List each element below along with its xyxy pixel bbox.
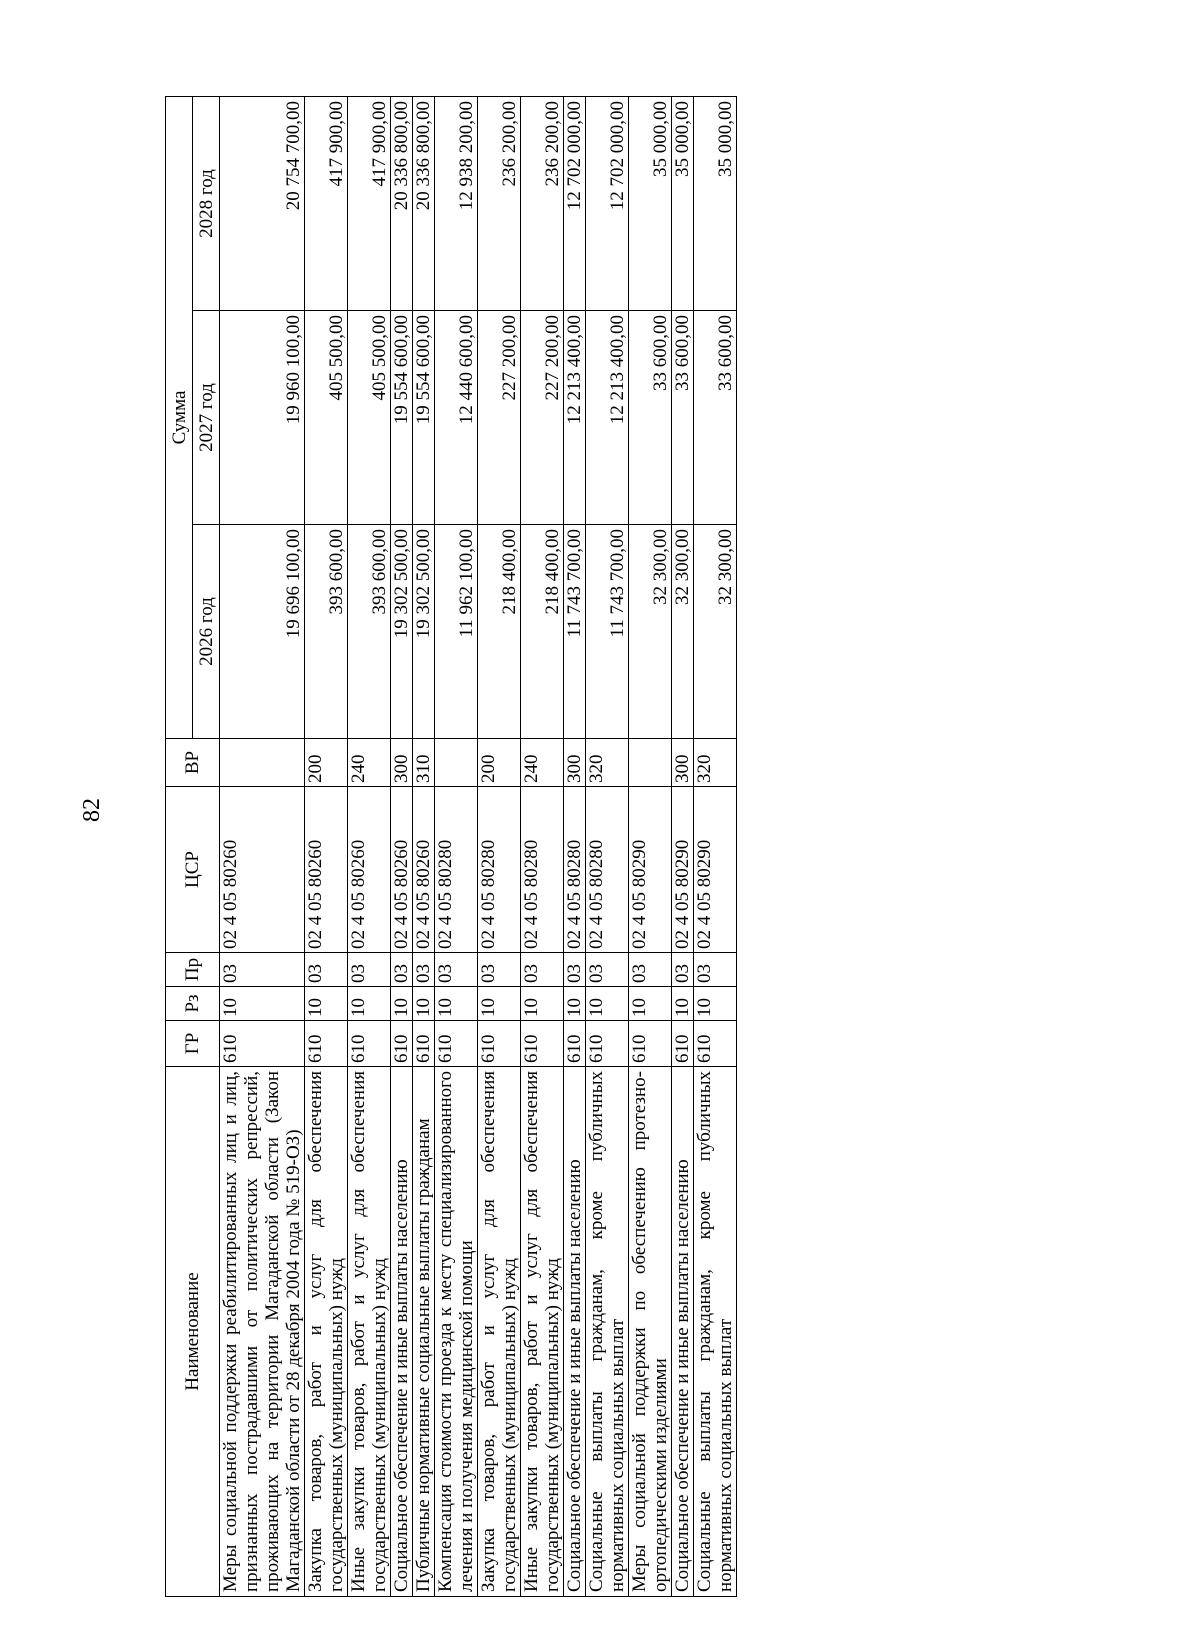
cell-pr: 03 — [391, 953, 413, 987]
cell-rz: 10 — [694, 987, 737, 1021]
cell-name: Меры социальной поддержки реабилитированных лиц и лиц, признанных пострадавшими от политических репрессий, проживающих на территории Магаданской области (Закон Магаданской области от 28 декабря 2004 года № 519-ОЗ) — [220, 1067, 305, 1597]
cell-gr: 610 — [694, 1021, 737, 1067]
cell-2028: 417 900,00 — [348, 97, 391, 311]
cell-csr: 02 4 05 80290 — [694, 787, 737, 953]
cell-csr: 02 4 05 80260 — [391, 787, 413, 953]
table-row — [521, 97, 564, 1597]
cell-2026: 11 962 100,00 — [435, 525, 478, 739]
cell-vr: 300 — [564, 739, 586, 787]
cell-pr: 03 — [305, 953, 348, 987]
cell-2027: 227 200,00 — [521, 311, 564, 525]
cell-vr: 300 — [672, 739, 694, 787]
cell-vr: 200 — [478, 739, 521, 787]
cell-2026: 11 743 700,00 — [586, 525, 629, 739]
cell-gr: 610 — [672, 1021, 694, 1067]
cell-rz: 10 — [629, 987, 672, 1021]
cell-gr: 610 — [413, 1021, 435, 1067]
cell-rz: 10 — [305, 987, 348, 1021]
cell-csr: 02 4 05 80280 — [435, 787, 478, 953]
cell-csr: 02 4 05 80280 — [564, 787, 586, 953]
cell-name: Социальное обеспечение и иные выплаты населению — [672, 1067, 694, 1597]
cell-name: Социальное обеспечение и иные выплаты населению — [564, 1067, 586, 1597]
table-row — [672, 97, 694, 1597]
cell-rz: 10 — [391, 987, 413, 1021]
cell-vr: 240 — [521, 739, 564, 787]
cell-name: Публичные нормативные социальные выплаты гражданам — [413, 1067, 435, 1597]
cell-rz: 10 — [564, 987, 586, 1021]
table-row — [629, 97, 672, 1597]
cell-gr: 610 — [586, 1021, 629, 1067]
header-rz: Рз — [166, 987, 220, 1021]
cell-pr: 03 — [564, 953, 586, 987]
cell-2028: 20 336 800,00 — [391, 97, 413, 311]
cell-name: Социальное обеспечение и иные выплаты населению — [391, 1067, 413, 1597]
cell-csr: 02 4 05 80290 — [629, 787, 672, 953]
cell-2026: 393 600,00 — [348, 525, 391, 739]
table-row — [478, 97, 521, 1597]
cell-2027: 33 600,00 — [629, 311, 672, 525]
cell-gr: 610 — [220, 1021, 305, 1067]
table-row — [391, 97, 413, 1597]
cell-rz: 10 — [348, 987, 391, 1021]
cell-2026: 19 302 500,00 — [413, 525, 435, 739]
cell-name: Социальные выплаты гражданам, кроме публичных нормативных социальных выплат — [586, 1067, 629, 1597]
cell-2027: 12 440 600,00 — [435, 311, 478, 525]
cell-2027: 405 500,00 — [348, 311, 391, 525]
cell-2026: 393 600,00 — [305, 525, 348, 739]
cell-2028: 35 000,00 — [672, 97, 694, 311]
cell-rz: 10 — [521, 987, 564, 1021]
cell-rz: 10 — [435, 987, 478, 1021]
header-2027: 2027 год — [193, 311, 220, 525]
header-gr: ГР — [166, 1021, 220, 1067]
cell-2026: 218 400,00 — [478, 525, 521, 739]
cell-2028: 12 702 000,00 — [586, 97, 629, 311]
cell-2028: 417 900,00 — [305, 97, 348, 311]
cell-2028: 12 938 200,00 — [435, 97, 478, 311]
cell-gr: 610 — [521, 1021, 564, 1067]
cell-name: Иные закупки товаров, работ и услуг для обеспечения государственных (муниципальных) нужд — [348, 1067, 391, 1597]
header-row-1 — [166, 97, 193, 1597]
cell-csr: 02 4 05 80260 — [220, 787, 305, 953]
cell-pr: 03 — [220, 953, 305, 987]
cell-rz: 10 — [478, 987, 521, 1021]
cell-2026: 32 300,00 — [629, 525, 672, 739]
cell-2028: 236 200,00 — [478, 97, 521, 311]
cell-2028: 35 000,00 — [629, 97, 672, 311]
budget-table-container — [165, 97, 1015, 1597]
cell-csr: 02 4 05 80260 — [305, 787, 348, 953]
budget-table — [165, 96, 737, 1597]
cell-name: Компенсация стоимости проезда к месту специализированного лечения и получения медицинской помощи — [435, 1067, 478, 1597]
cell-pr: 03 — [413, 953, 435, 987]
cell-gr: 610 — [348, 1021, 391, 1067]
cell-rz: 10 — [413, 987, 435, 1021]
cell-2028: 20 754 700,00 — [220, 97, 305, 311]
cell-vr: 200 — [305, 739, 348, 787]
table-row — [586, 97, 629, 1597]
cell-name: Закупка товаров, работ и услуг для обеспечения государственных (муниципальных) нужд — [478, 1067, 521, 1597]
cell-pr: 03 — [586, 953, 629, 987]
cell-2028: 236 200,00 — [521, 97, 564, 311]
cell-vr: 320 — [694, 739, 737, 787]
cell-2027: 12 213 400,00 — [564, 311, 586, 525]
cell-pr: 03 — [521, 953, 564, 987]
cell-rz: 10 — [672, 987, 694, 1021]
header-vr: ВР — [166, 739, 220, 787]
table-row — [305, 97, 348, 1597]
cell-gr: 610 — [435, 1021, 478, 1067]
header-name: Наименование — [166, 1067, 220, 1597]
cell-pr: 03 — [629, 953, 672, 987]
table-row — [435, 97, 478, 1597]
cell-2027: 19 554 600,00 — [413, 311, 435, 525]
cell-2027: 19 554 600,00 — [391, 311, 413, 525]
cell-vr: 240 — [348, 739, 391, 787]
cell-gr: 610 — [629, 1021, 672, 1067]
cell-name: Закупка товаров, работ и услуг для обеспечения государственных (муниципальных) нужд — [305, 1067, 348, 1597]
cell-pr: 03 — [694, 953, 737, 987]
header-2026: 2026 год — [193, 525, 220, 739]
cell-vr — [629, 739, 672, 787]
cell-csr: 02 4 05 80280 — [586, 787, 629, 953]
table-row — [413, 97, 435, 1597]
page-number: 82 — [79, 798, 105, 822]
cell-2026: 11 743 700,00 — [564, 525, 586, 739]
cell-name: Иные закупки товаров, работ и услуг для обеспечения государственных (муниципальных) нужд — [521, 1067, 564, 1597]
cell-csr: 02 4 05 80290 — [672, 787, 694, 953]
cell-2027: 33 600,00 — [694, 311, 737, 525]
cell-gr: 610 — [391, 1021, 413, 1067]
cell-2026: 19 302 500,00 — [391, 525, 413, 739]
cell-name: Социальные выплаты гражданам, кроме публичных нормативных социальных выплат — [694, 1067, 737, 1597]
cell-2028: 20 336 800,00 — [413, 97, 435, 311]
cell-2027: 405 500,00 — [305, 311, 348, 525]
cell-vr: 300 — [391, 739, 413, 787]
cell-pr: 03 — [348, 953, 391, 987]
cell-gr: 610 — [305, 1021, 348, 1067]
cell-2027: 227 200,00 — [478, 311, 521, 525]
cell-2026: 32 300,00 — [672, 525, 694, 739]
cell-2026: 32 300,00 — [694, 525, 737, 739]
cell-gr: 610 — [564, 1021, 586, 1067]
cell-csr: 02 4 05 80260 — [413, 787, 435, 953]
header-pr: Пр — [166, 953, 220, 987]
table-row — [694, 97, 737, 1597]
cell-2026: 19 696 100,00 — [220, 525, 305, 739]
table-body — [220, 97, 737, 1597]
cell-pr: 03 — [478, 953, 521, 987]
cell-rz: 10 — [220, 987, 305, 1021]
table-row — [564, 97, 586, 1597]
cell-rz: 10 — [586, 987, 629, 1021]
cell-2027: 12 213 400,00 — [586, 311, 629, 525]
cell-gr: 610 — [478, 1021, 521, 1067]
cell-vr — [435, 739, 478, 787]
cell-2027: 33 600,00 — [672, 311, 694, 525]
table-row — [348, 97, 391, 1597]
cell-2028: 35 000,00 — [694, 97, 737, 311]
cell-name: Меры социальной поддержки по обеспечению протезно-ортопедическими изделиями — [629, 1067, 672, 1597]
cell-2028: 12 702 000,00 — [564, 97, 586, 311]
cell-vr: 320 — [586, 739, 629, 787]
cell-csr: 02 4 05 80260 — [348, 787, 391, 953]
cell-pr: 03 — [672, 953, 694, 987]
cell-2027: 19 960 100,00 — [220, 311, 305, 525]
cell-vr — [220, 739, 305, 787]
header-csr: ЦСР — [166, 787, 220, 953]
cell-pr: 03 — [435, 953, 478, 987]
table-row — [220, 97, 305, 1597]
cell-csr: 02 4 05 80280 — [478, 787, 521, 953]
header-2028: 2028 год — [193, 97, 220, 311]
cell-2026: 218 400,00 — [521, 525, 564, 739]
cell-vr: 310 — [413, 739, 435, 787]
cell-csr: 02 4 05 80280 — [521, 787, 564, 953]
header-sum: Сумма — [166, 97, 193, 739]
